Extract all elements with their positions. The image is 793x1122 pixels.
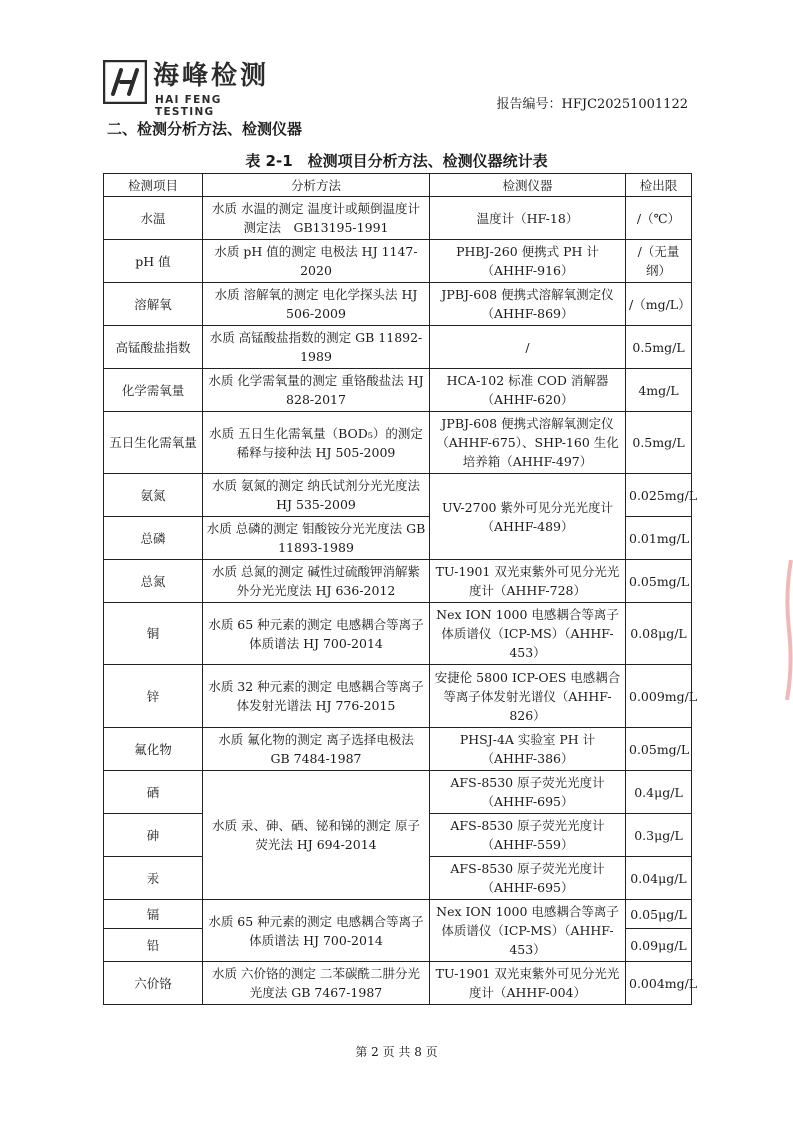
table-row [104, 728, 692, 771]
item-cell: 六价铬 [104, 962, 203, 1005]
limit-cell: 0.05mg/L [626, 560, 692, 603]
method-cell: 水质 五日生化需氧量（BOD₅）的测定 稀释与接种法 HJ 505-2009 [203, 412, 430, 474]
instrument-cell: PHBJ-260 便携式 PH 计（AHHF-916） [430, 240, 626, 283]
item-cell: 总氮 [104, 560, 203, 603]
col-header-method: 分析方法 [203, 174, 430, 197]
table-row [104, 771, 692, 814]
instrument-cell: Nex ION 1000 电感耦合等离子体质谱仪（ICP-MS）（AHHF-453） [430, 603, 626, 665]
method-cell: 水质 溶解氧的测定 电化学探头法 HJ 506-2009 [203, 283, 430, 326]
item-cell: 汞 [104, 857, 203, 900]
instrument-cell: TU-1901 双光束紫外可见分光光度计（AHHF-004） [430, 962, 626, 1005]
limit-cell: 0.08μg/L [626, 603, 692, 665]
table-row [104, 412, 692, 474]
logo-mark-icon [103, 60, 147, 104]
limit-cell: 0.05μg/L [626, 900, 692, 929]
item-cell: 氟化物 [104, 728, 203, 771]
limit-cell: 0.4μg/L [626, 771, 692, 814]
section-heading: 二、检测分析方法、检测仪器 [107, 120, 303, 138]
method-cell: 水质 65 种元素的测定 电感耦合等离子体质谱法 HJ 700-2014 [203, 900, 430, 962]
method-cell: 水质 pH 值的测定 电极法 HJ 1147-2020 [203, 240, 430, 283]
item-cell: 硒 [104, 771, 203, 814]
item-cell: pH 值 [104, 240, 203, 283]
table-row [104, 240, 692, 283]
item-cell: 水温 [104, 197, 203, 240]
table-row [104, 283, 692, 326]
method-cell: 水质 汞、砷、硒、铋和锑的测定 原子荧光法 HJ 694-2014 [203, 771, 430, 900]
method-cell: 水质 总磷的测定 钼酸铵分光光度法 GB 11893-1989 [203, 517, 430, 560]
item-cell: 砷 [104, 814, 203, 857]
limit-cell: 0.004mg/L [626, 962, 692, 1005]
logo-chinese-name: 海峰检测 [153, 61, 270, 91]
item-cell: 高锰酸盐指数 [104, 326, 203, 369]
table-row [104, 369, 692, 412]
limit-cell: 0.009mg/L [626, 665, 692, 728]
limit-cell: 4mg/L [626, 369, 692, 412]
seal-stamp-edge [783, 560, 793, 700]
limit-cell: /（无量纲） [626, 240, 692, 283]
method-cell: 水质 65 种元素的测定 电感耦合等离子体质谱法 HJ 700-2014 [203, 603, 430, 665]
method-cell: 水质 水温的测定 温度计或颠倒温度计测定法 GB13195-1991 [203, 197, 430, 240]
item-cell: 氨氮 [104, 474, 203, 517]
item-cell: 五日生化需氧量 [104, 412, 203, 474]
limit-cell: 0.09μg/L [626, 929, 692, 962]
instrument-cell: AFS-8530 原子荧光光度计（AHHF-559） [430, 814, 626, 857]
instrument-cell: JPBJ-608 便携式溶解氧测定仪（AHHF-869） [430, 283, 626, 326]
method-cell: 水质 总氮的测定 碱性过硫酸钾消解紫外分光光度法 HJ 636-2012 [203, 560, 430, 603]
limit-cell: 0.05mg/L [626, 728, 692, 771]
instrument-cell: PHSJ-4A 实验室 PH 计（AHHF-386） [430, 728, 626, 771]
logo-english-name: HAI FENG TESTING [155, 94, 222, 118]
table-header-row [104, 174, 692, 197]
table-row [104, 962, 692, 1005]
item-cell: 镉 [104, 900, 203, 929]
instrument-cell: Nex ION 1000 电感耦合等离子体质谱仪（ICP-MS）（AHHF-453） [430, 900, 626, 962]
col-header-limit: 检出限 [626, 174, 692, 197]
instrument-cell: / [430, 326, 626, 369]
table-row [104, 474, 692, 517]
table-row [104, 603, 692, 665]
page-footer: 第 2 页 共 8 页 [355, 1045, 438, 1059]
limit-cell: 0.025mg/L [626, 474, 692, 517]
table-row [104, 665, 692, 728]
col-header-item: 检测项目 [104, 174, 203, 197]
instrument-cell: 安捷伦 5800 ICP-OES 电感耦合等离子体发射光谱仪（AHHF-826） [430, 665, 626, 728]
table-title: 表 2-1 检测项目分析方法、检测仪器统计表 [245, 152, 548, 170]
limit-cell: /（mg/L） [626, 283, 692, 326]
method-cell: 水质 高锰酸盐指数的测定 GB 11892-1989 [203, 326, 430, 369]
item-cell: 总磷 [104, 517, 203, 560]
instrument-cell: TU-1901 双光束紫外可见分光光度计（AHHF-728） [430, 560, 626, 603]
method-cell: 水质 氨氮的测定 纳氏试剂分光光度法 HJ 535-2009 [203, 474, 430, 517]
table-row [104, 560, 692, 603]
method-cell: 水质 32 种元素的测定 电感耦合等离子体发射光谱法 HJ 776-2015 [203, 665, 430, 728]
instrument-cell: AFS-8530 原子荧光光度计（AHHF-695） [430, 857, 626, 900]
item-cell: 铜 [104, 603, 203, 665]
limit-cell: 0.5mg/L [626, 412, 692, 474]
report-number: 报告编号：HFJC20251001122 [496, 97, 688, 112]
methods-table [103, 173, 698, 1005]
item-cell: 铅 [104, 929, 203, 962]
limit-cell: /（℃） [626, 197, 692, 240]
item-cell: 化学需氧量 [104, 369, 203, 412]
instrument-cell: HCA-102 标准 COD 消解器（AHHF-620） [430, 369, 626, 412]
table-row [104, 197, 692, 240]
instrument-cell: 温度计（HF-18） [430, 197, 626, 240]
instrument-cell: UV-2700 紫外可见分光光度计（AHHF-489） [430, 474, 626, 560]
company-logo [103, 56, 273, 118]
limit-cell: 0.3μg/L [626, 814, 692, 857]
table-row [104, 900, 692, 929]
method-cell: 水质 六价铬的测定 二苯碳酰二肼分光光度法 GB 7467-1987 [203, 962, 430, 1005]
instrument-cell: AFS-8530 原子荧光光度计（AHHF-695） [430, 771, 626, 814]
limit-cell: 0.5mg/L [626, 326, 692, 369]
item-cell: 锌 [104, 665, 203, 728]
table-row [104, 326, 692, 369]
method-cell: 水质 化学需氧量的测定 重铬酸盐法 HJ 828-2017 [203, 369, 430, 412]
item-cell: 溶解氧 [104, 283, 203, 326]
method-cell: 水质 氟化物的测定 离子选择电极法 GB 7484-1987 [203, 728, 430, 771]
limit-cell: 0.01mg/L [626, 517, 692, 560]
limit-cell: 0.04μg/L [626, 857, 692, 900]
col-header-instrument: 检测仪器 [430, 174, 626, 197]
instrument-cell: JPBJ-608 便携式溶解氧测定仪（AHHF-675）、SHP-160 生化培养箱（AHHF-497） [430, 412, 626, 474]
